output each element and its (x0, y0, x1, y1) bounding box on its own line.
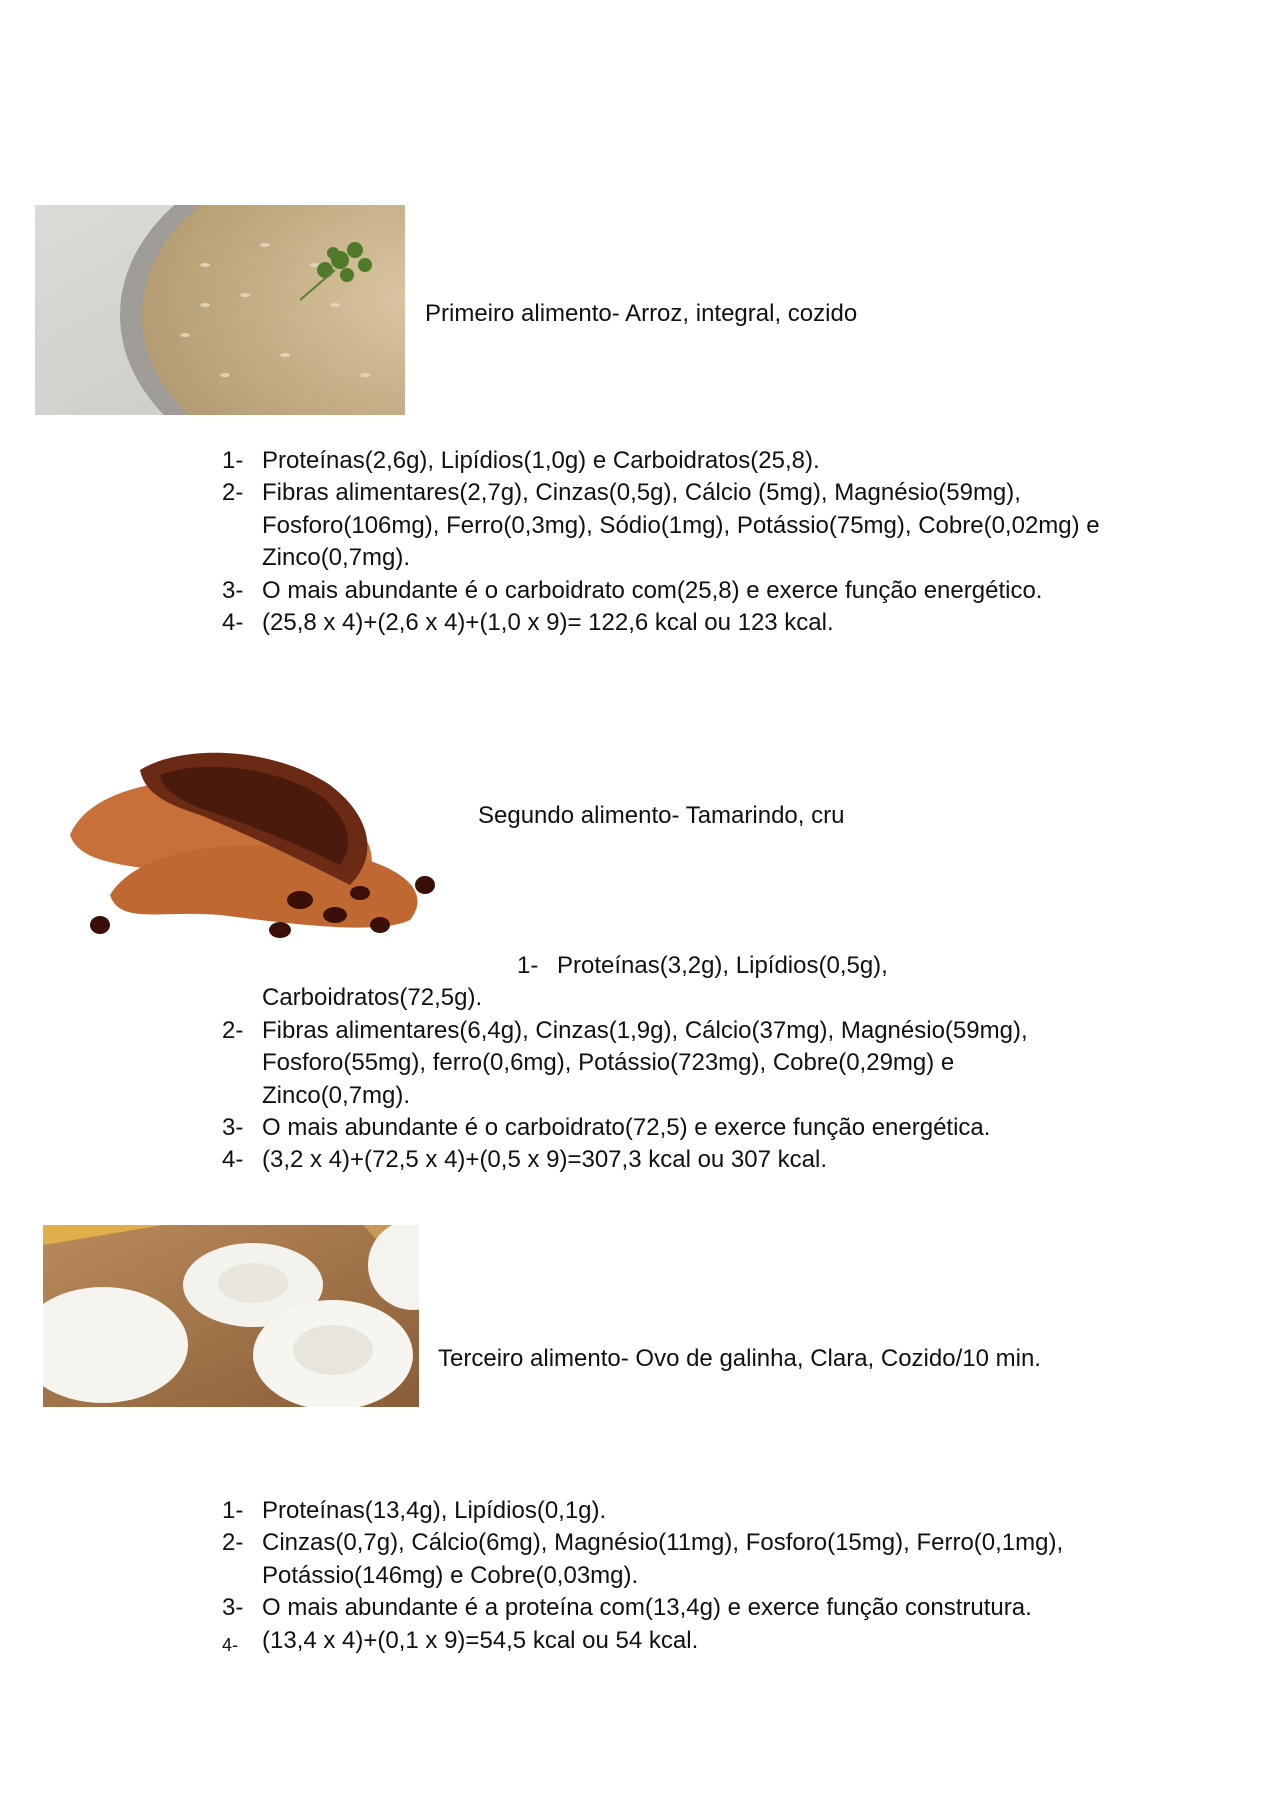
item-text: Proteínas(2,6g), Lipídios(1,0g) e Carboidratos(25,8). (262, 447, 820, 474)
item-text: O mais abundante é o carboidrato(72,5) e exerce função energética. (262, 1114, 991, 1142)
rice-photo (35, 205, 405, 415)
item-number: 1- (517, 952, 539, 979)
item-text: (3,2 x 4)+(72,5 x 4)+(0,5 x 9)=307,3 kcal ou 307 kcal. (262, 1146, 827, 1174)
item-text: (25,8 x 4)+(2,6 x 4)+(1,0 x 9)= 122,6 kcal ou 123 kcal. (262, 609, 834, 637)
list-item (222, 607, 1102, 639)
list-item (222, 445, 1102, 477)
item-number: 4- (222, 1634, 239, 1655)
list-item-continuation (222, 982, 1102, 1014)
list-item (222, 1592, 1102, 1624)
item-number: 2- (222, 479, 244, 507)
list-item (222, 950, 1102, 982)
item-number: 4- (222, 1146, 244, 1174)
item-number: 4- (222, 609, 244, 637)
nutrient-list-1 (222, 445, 1102, 639)
item-number: 3- (222, 1114, 244, 1142)
list-item (222, 1015, 1102, 1112)
tamarind-photo (50, 725, 450, 945)
egg-white-photo (43, 1225, 419, 1407)
food-caption-2: Segundo alimento- Tamarindo, cru (478, 802, 845, 829)
list-item (222, 575, 1102, 607)
item-number: 1- (222, 447, 244, 474)
item-number: 2- (222, 1529, 244, 1557)
item-text: O mais abundante é o carboidrato com(25,8) e exerce função energético. (262, 576, 1043, 604)
item-text: Fibras alimentares(6,4g), Cinzas(1,9g), Cálcio(37mg), Magnésio(59mg), Fosforo(55mg), ferro(0,6mg), Potássio(723mg), Cobre(0,29mg) e Zinco(0,7mg). (262, 1016, 1028, 1109)
item-text: Fibras alimentares(2,7g), Cinzas(0,5g), Cálcio (5mg), Magnésio(59mg), Fosforo(106mg), Ferro(0,3mg), Sódio(1mg), Potássio(75mg), Cobre(0,02mg) e Zinco(0,7mg). (262, 479, 1100, 572)
list-item (222, 1112, 1102, 1144)
item-text: Carboidratos(72,5g). (262, 984, 483, 1012)
item-text: Proteínas(3,2g), Lipídios(0,5g), (557, 952, 888, 979)
item-text: Proteínas(13,4g), Lipídios(0,1g). (262, 1497, 607, 1524)
item-text: O mais abundante é a proteína com(13,4g) e exerce função construtura. (262, 1594, 1032, 1622)
item-number: 2- (222, 1016, 244, 1044)
item-number: 3- (222, 1594, 244, 1622)
list-item (222, 1527, 1102, 1592)
list-item (222, 1625, 1102, 1657)
item-number: 3- (222, 576, 244, 604)
food-caption-3: Terceiro alimento- Ovo de galinha, Clara, Cozido/10 min. (438, 1345, 1041, 1372)
food-caption-1: Primeiro alimento- Arroz, integral, cozido (425, 300, 858, 327)
list-item (222, 1144, 1102, 1176)
list-item (222, 477, 1102, 574)
nutrient-list-3 (222, 1495, 1102, 1657)
item-number: 1- (222, 1497, 244, 1524)
item-text: (13,4 x 4)+(0,1 x 9)=54,5 kcal ou 54 kcal. (262, 1626, 699, 1654)
item-text: Cinzas(0,7g), Cálcio(6mg), Magnésio(11mg), Fosforo(15mg), Ferro(0,1mg), Potássio(146mg) e Cobre(0,03mg). (262, 1529, 1064, 1589)
list-item (222, 1495, 1102, 1527)
nutrient-list-2 (222, 950, 1102, 1177)
